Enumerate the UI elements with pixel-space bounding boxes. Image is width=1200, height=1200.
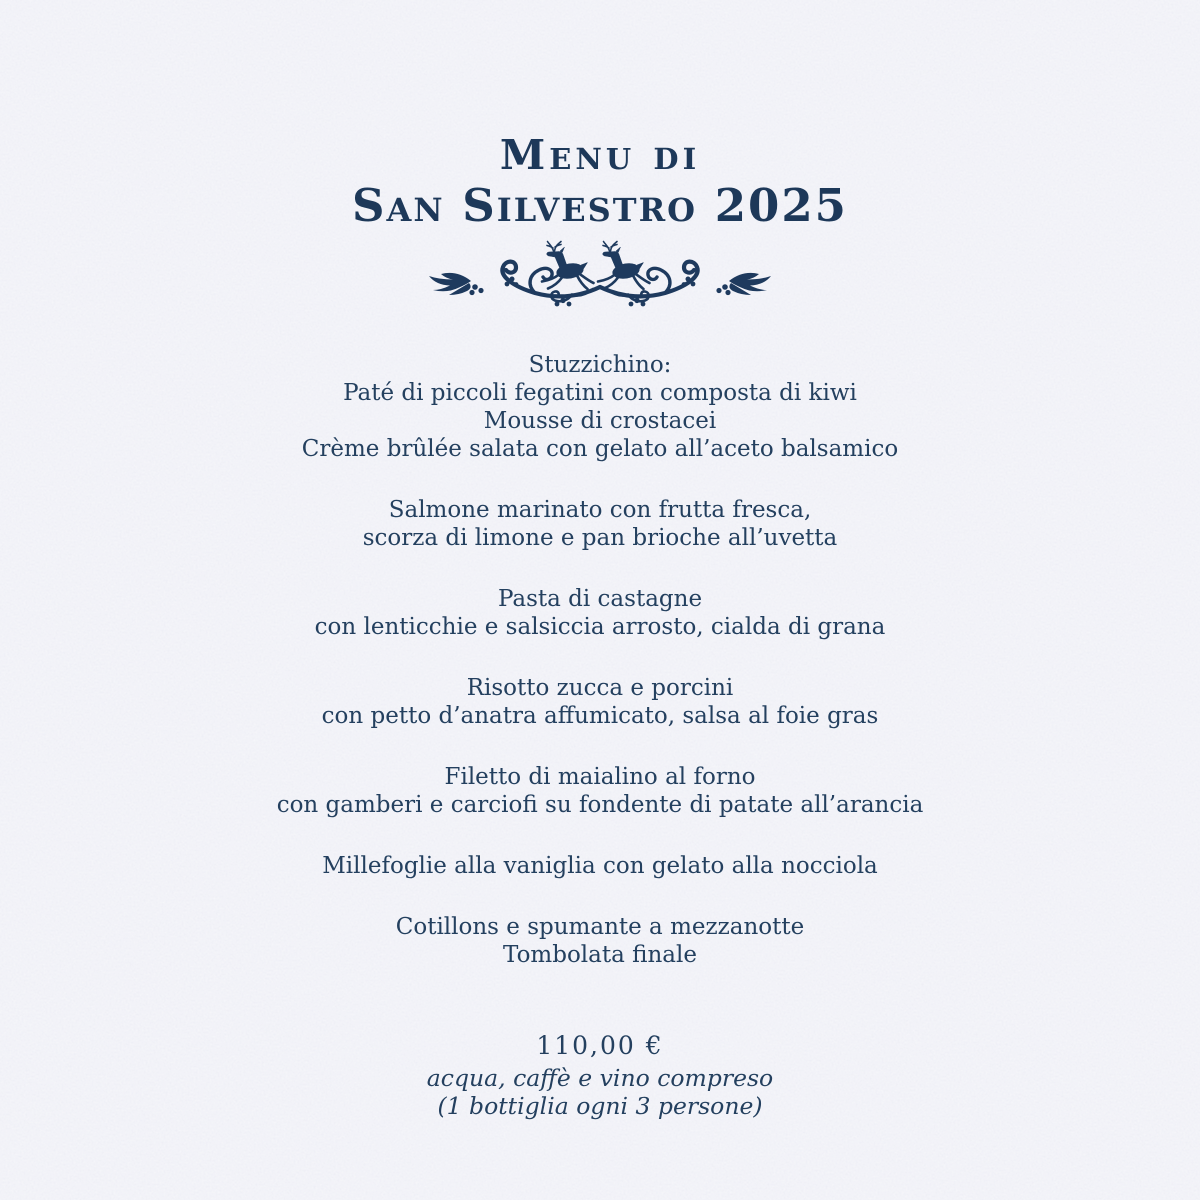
menu-price: 110,00 € bbox=[536, 1031, 664, 1061]
course-item: Millefoglie alla vaniglia con gelato alla nocciola bbox=[322, 853, 878, 880]
course-list bbox=[0, 351, 1200, 969]
menu-title-line2: San Silvestro 2025 bbox=[352, 179, 848, 233]
price-note-bottles: (1 bottiglia ogni 3 persone) bbox=[437, 1092, 763, 1121]
course-item: Salmone marinato con frutta fresca, scorza di limone e pan brioche all’uvetta bbox=[362, 497, 838, 552]
price-note-inclusions: acqua, caffè e vino compreso bbox=[426, 1064, 774, 1093]
menu-header bbox=[0, 0, 1200, 307]
reindeer-holly-flourish-icon bbox=[411, 237, 789, 307]
course-item: Stuzzichino: Paté di piccoli fegatini con composta di kiwi Mousse di crostacei Crème brûlée salata con gelato all’aceto balsamico bbox=[301, 352, 899, 463]
course-item: Cotillons e spumante a mezzanotte Tombolata finale bbox=[395, 914, 805, 969]
course-item: Risotto zucca e porcini con petto d’anatra affumicato, salsa al foie gras bbox=[321, 675, 879, 730]
course-item: Filetto di maialino al forno con gamberi e carciofi su fondente di patate all’arancia bbox=[276, 764, 924, 819]
course-item: Pasta di castagne con lenticchie e salsiccia arrosto, cialda di grana bbox=[314, 586, 886, 641]
reindeer-flourish-ornament bbox=[0, 237, 1200, 307]
menu-title-line1: Menu di bbox=[499, 131, 701, 179]
menu-footer bbox=[0, 1031, 1200, 1120]
